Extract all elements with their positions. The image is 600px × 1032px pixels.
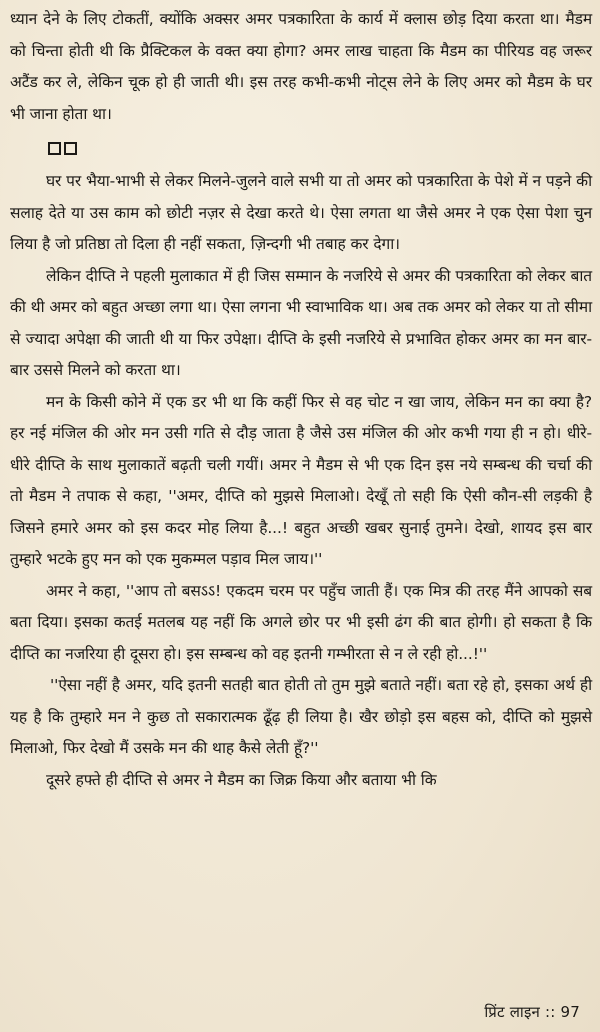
paragraph-1: ध्यान देने के लिए टोकतीं, क्योंकि अक्सर अमर पत्रकारिता के कार्य में क्लास छोड़ दिया करता था। मैडम को चिन्ता होती थी कि प्रैक्टिकल के वक्त क्या होगा? अमर लाख चाहता कि मैडम का पीरियड वह जरूर अटैंड कर ले, लेकिन चूक हो ही जाती थी। इस तरह कभी-कभी नोट्स लेने के लिए अमर को मैडम के घर भी जाना होता था। xyxy=(10,10,592,123)
paragraph-4: मन के किसी कोने में एक डर भी था कि कहीं फिर से वह चोट न खा जाय, लेकिन मन का क्या है? हर नई मंजिल की ओर मन उसी गति से दौड़ जाता है जैसे उस मंजिल की ओर कभी गया ही न हो। धीरे-धीरे दीप्ति के साथ मुलाकातें बढ़ती चली गयीं। अमर ने मैडम से भी एक दिन इस नये सम्बन्ध की चर्चा की तो मैडम ने तपाक से कहा, ''अमर, दीप्ति को मुझसे मिलाओ। देखूँ तो सही कि ऐसी कौन-सी लड़की है जिसने हमारे अमर को इस कदर मोह लिया है...! बहुत अच्छी खबर सुनाई तुमने। देखो, शायद इस बार तुम्हारे भटके हुए मन को एक मुकम्मल पड़ाव मिल जाय।'' xyxy=(10,392,592,568)
divider-box-icon xyxy=(64,142,77,155)
paragraph-2: घर पर भैया-भाभी से लेकर मिलने-जुलने वाले सभी या तो अमर को पत्रकारिता के पेशे में न पड़ने की सलाह देते या उस काम को छोटी नज़र से देखा करते थे। ऐसा लगता था जैसे अमर ने एक ऐसा पेशा चुन लिया है जो प्रतिष्ठा तो दिला ही नहीं सकता, ज़िन्दगी भी तबाह कर देगा। xyxy=(10,172,592,253)
divider-box-icon xyxy=(48,142,61,155)
page-footer: प्रिंट लाइन :: 97 xyxy=(484,1003,580,1021)
paragraph-3: लेकिन दीप्ति ने पहली मुलाकात में ही जिस सम्मान के नजरिये से अमर की पत्रकारिता को लेकर बात की थी अमर को बहुत अच्छा लगा था। ऐसा लगना भी स्वाभाविक था। अब तक अमर को लेकर या तो सीमा से ज्यादा अपेक्षा की जाती थी या फिर उपेक्षा। दीप्ति के इसी नजरिये से प्रभावित होकर अमर का मन बार-बार उससे मिलने को करता था। xyxy=(10,266,592,379)
section-divider xyxy=(10,130,592,166)
book-page xyxy=(10,4,592,1028)
paragraph-6: ''ऐसा नहीं है अमर, यदि इतनी सतही बात होती तो तुम मुझे बताते नहीं। बता रहे हो, इसका अर्थ ही यह है कि तुम्हारे मन ने कुछ तो सकारात्मक ढूँढ़ ही लिया है। खैर छोड़ो इस बहस को, दीप्ति को मुझसे मिलाओ, फिर देखो मैं उसके मन की थाह कैसे लेती हूँ?'' xyxy=(10,676,592,757)
paragraph-5: अमर ने कहा, ''आप तो बसऽऽ! एकदम चरम पर पहुँच जाती हैं। एक मित्र की तरह मैंने आपको सब बता दिया। इसका कतई मतलब यह नहीं कि अगले छोर पर भी इसी ढंग की बात होगी। हो सकता है कि दीप्ति का नजरिया ही दूसरा हो। इस सम्बन्ध को वह इतनी गम्भीरता से न ले रही हो...!'' xyxy=(10,581,592,663)
paragraph-7: दूसरे हफ्ते ही दीप्ति से अमर ने मैडम का जिक्र किया और बताया भी कि xyxy=(46,770,437,789)
